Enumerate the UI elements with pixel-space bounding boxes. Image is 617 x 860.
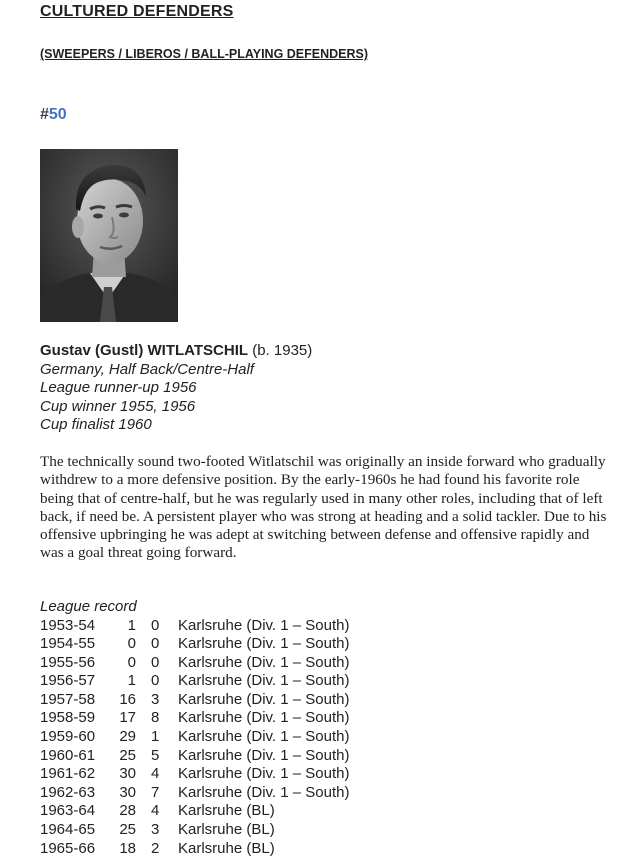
player-name: Gustav (Gustl) WITLATSCHIL: [40, 342, 249, 359]
league-record-title: League record: [40, 598, 137, 615]
record-goals: 0: [151, 635, 160, 653]
record-goals: 4: [151, 765, 160, 783]
record-apps: 25: [119, 746, 136, 764]
record-row: [40, 728, 349, 747]
record-row: [40, 765, 349, 784]
league-record: [40, 598, 349, 858]
record-season: 1953-54: [40, 616, 96, 634]
page-title: CULTURED DEFENDERS: [40, 3, 234, 20]
record-club: Karlsruhe (Div. 1 – South): [178, 783, 350, 801]
record-season: 1961-62: [40, 765, 96, 783]
record-club: Karlsruhe (Div. 1 – South): [178, 709, 350, 727]
record-row: [40, 672, 349, 691]
record-apps: 25: [119, 821, 136, 839]
record-row: [40, 821, 349, 840]
player-biography: The technically sound two-footed Witlatschil was originally an inside forward who gradually withdrew to a more defensive position. By the early-1960s he had found his favorite role being that of centre-half, but he was regularly used in many other roles, including that of left back, if need be. A persistent player who was strong at heading and a solid tackler. Due to his offensive upbringing he was adept at switching between defense and offensive rapidly and was a goal threat going forward.: [40, 453, 607, 562]
record-season: 1962-63: [40, 783, 96, 801]
record-season: 1965-66: [40, 839, 96, 857]
record-goals: 3: [151, 690, 160, 708]
record-goals: 0: [151, 653, 160, 671]
record-apps: 16: [119, 690, 136, 708]
record-apps: 29: [119, 728, 136, 746]
record-goals: 0: [151, 672, 160, 690]
record-club: Karlsruhe (Div. 1 – South): [178, 672, 350, 690]
record-apps: 0: [127, 635, 136, 653]
player-country-position: Germany, Half Back/Centre-Half: [40, 360, 254, 378]
record-apps: 18: [119, 839, 136, 857]
record-apps: 30: [119, 783, 136, 801]
record-club: Karlsruhe (BL): [178, 802, 275, 820]
record-goals: 0: [151, 616, 160, 634]
record-apps: 1: [127, 616, 136, 634]
record-club: Karlsruhe (Div. 1 – South): [178, 690, 350, 708]
record-apps: 28: [119, 802, 136, 820]
record-row: [40, 635, 349, 654]
record-season: 1957-58: [40, 690, 96, 708]
record-goals: 7: [151, 783, 160, 801]
record-club: Karlsruhe (Div. 1 – South): [178, 653, 350, 671]
record-row: [40, 840, 349, 859]
record-goals: 5: [151, 746, 160, 764]
record-season: 1964-65: [40, 821, 96, 839]
record-row: [40, 691, 349, 710]
record-season: 1959-60: [40, 728, 96, 746]
player-info: [40, 342, 312, 435]
player-photo: [40, 149, 178, 322]
record-season: 1958-59: [40, 709, 96, 727]
record-row: [40, 709, 349, 728]
record-apps: 1: [127, 672, 136, 690]
record-goals: 2: [151, 839, 160, 857]
player-honour: Cup finalist 1960: [40, 416, 152, 433]
record-club: Karlsruhe (Div. 1 – South): [178, 728, 350, 746]
record-club: Karlsruhe (BL): [178, 839, 275, 857]
player-born: (b. 1935): [252, 342, 313, 359]
rank-heading: [40, 106, 67, 124]
record-goals: 3: [151, 821, 160, 839]
record-apps: 17: [119, 709, 136, 727]
record-goals: 4: [151, 802, 160, 820]
record-club: Karlsruhe (Div. 1 – South): [178, 635, 350, 653]
record-season: 1963-64: [40, 802, 96, 820]
record-season: 1956-57: [40, 672, 96, 690]
rank-number: 50: [48, 106, 67, 123]
record-club: Karlsruhe (Div. 1 – South): [178, 746, 350, 764]
record-season: 1960-61: [40, 746, 96, 764]
record-season: 1954-55: [40, 635, 96, 653]
record-apps: 30: [119, 765, 136, 783]
rank-hash: #: [40, 106, 49, 123]
record-season: 1955-56: [40, 653, 96, 671]
record-club: Karlsruhe (BL): [178, 821, 275, 839]
player-name-line: [40, 342, 312, 361]
record-club: Karlsruhe (Div. 1 – South): [178, 616, 350, 634]
record-goals: 1: [151, 728, 160, 746]
record-row: [40, 802, 349, 821]
record-row: [40, 747, 349, 766]
record-club: Karlsruhe (Div. 1 – South): [178, 765, 350, 783]
record-row: [40, 617, 349, 636]
record-goals: 8: [151, 709, 160, 727]
page-subtitle: (SWEEPERS / LIBEROS / BALL-PLAYING DEFENDERS): [40, 47, 369, 61]
player-honour: League runner-up 1956: [40, 379, 197, 396]
record-apps: 0: [127, 653, 136, 671]
player-honour: Cup winner 1955, 1956: [40, 397, 196, 415]
record-row: [40, 784, 349, 803]
record-row: [40, 654, 349, 673]
